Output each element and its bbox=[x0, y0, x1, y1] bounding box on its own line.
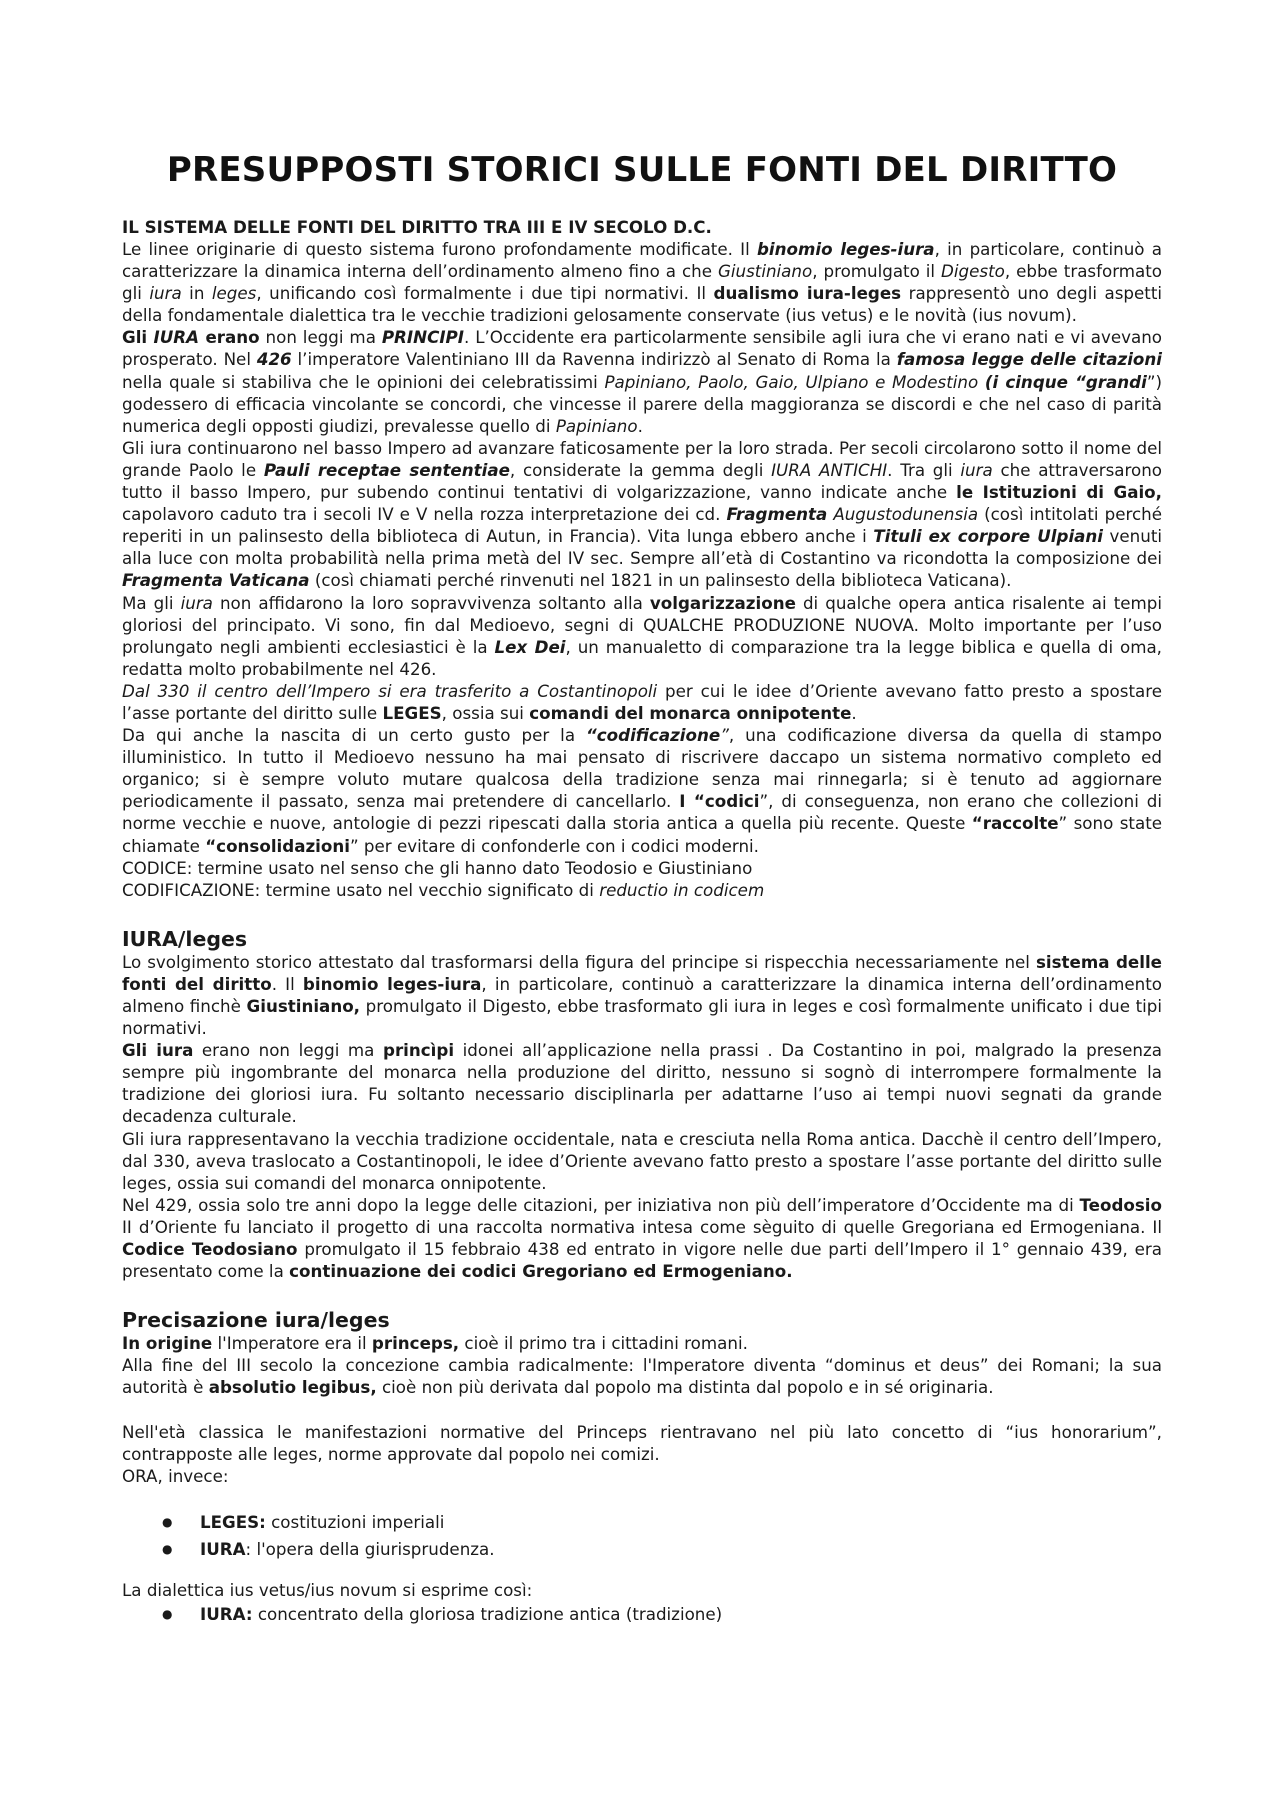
list-item: ● IURA: concentrato della gloriosa tradizione antica (tradizione) bbox=[122, 1601, 1162, 1628]
document-page bbox=[122, 150, 1162, 1628]
paragraph: Nel 429, ossia solo tre anni dopo la legge delle citazioni, per iniziativa non più dell’imperatore d’Occidente ma di Teodosio II d’Oriente fu lanciato il progetto di una raccolta normativa intesa come sèguito di quelle Gregoriana ed Ermogeniana. Il Codice Teodosiano promulgato il 15 febbraio 438 ed entrato in vigore nelle due parti dell’Impero il 1° gennaio 439, era presentato come la continuazione dei codici Gregoriano ed Ermogeniano. bbox=[122, 1194, 1162, 1282]
paragraph: CODIFICAZIONE: termine usato nel vecchio significato di reductio in codicem bbox=[122, 879, 765, 900]
list-dialettica bbox=[122, 1601, 1162, 1628]
paragraph: Lo svolgimento storico attestato dal trasformarsi della figura del principe si rispecchia necessariamente nel sistema delle fonti del diritto. Il binomio leges-iura, in particolare, continuò a caratterizzare la dinamica interna dell’ordinamento almeno finchè Giustiniano, promulgato il Digesto, ebbe trasformato gli iura in leges e così formalmente unificato i due tipi normativi. bbox=[122, 951, 1163, 1039]
paragraph: Gli iura rappresentavano la vecchia tradizione occidentale, nata e cresciuta nella Roma antica. Dacchè il centro dell’Impero, dal 330, aveva traslocato a Costantinopoli, le idee d’Oriente avevano fatto presto a spostare l’asse portante del diritto sulle leges, ossia sui comandi del monarca onnipotente. bbox=[122, 1128, 1162, 1193]
list-item: ● LEGES: costituzioni imperiali bbox=[122, 1509, 1162, 1536]
paragraph: La dialettica ius vetus/ius novum si esprime così: bbox=[122, 1579, 533, 1600]
paragraph: CODICE: termine usato nel senso che gli hanno dato Teodosio e Giustiniano bbox=[122, 857, 753, 878]
paragraph: Dal 330 il centro dell’Impero si era trasferito a Costantinopoli per cui le idee d’Oriente avevano fatto presto a spostare l’asse portante del diritto sulle LEGES, ossia sui comandi del monarca onnipotente. bbox=[122, 680, 1162, 723]
blank-line bbox=[122, 1563, 1162, 1579]
paragraph: Nell'età classica le manifestazioni normative del Princeps rientravano nel più lato concetto di “ius honorarium”, contrapposte alle leges, norme approvate dal popolo nei comizi. bbox=[122, 1421, 1162, 1464]
paragraph: Gli iura erano non leggi ma princìpi idonei all’applicazione nella prassi . Da Costantino in poi, malgrado la presenza sempre più ingombrante del monarca nella produzione del diritto, nessuno si sognò di interrompere formalmente la tradizione dei gloriosi iura. Fu soltanto necessario disciplinarla per adattarne l’uso ai tempi nuovi segnati da grande decadenza culturale. bbox=[122, 1040, 1162, 1127]
paragraph: Ma gli iura non affidarono la loro sopravvivenza soltanto alla volgarizzazione di qualche opera antica risalente ai tempi gloriosi del principato. Vi sono, fin dal Medioevo, segni di QUALCHE PRODUZIONE NUOVA. Molto importante per l’uso prolungato negli ambienti ecclesiastici è la Lex Dei, un manualetto di comparazione tra la legge biblica e quella di oma, redatta molto probabilmente nel 426. bbox=[122, 592, 1162, 679]
paragraph: Da qui anche la nascita di un certo gusto per la “codificazione”, una codificazione diversa da quella di stampo illuministico. In tutto il Medioevo nessuno ha mai pensato di riscrivere daccapo un sistema normativo completo ed organico; si è sempre voluto mutare qualcosa della tradizione senza mai rinnegarla; si è tenuto ad aggiornare periodicamente il passato, senza mai pretendere di cancellarlo. I “codici”, di conseguenza, non erano che collezioni di norme vecchie e nuove, antologie di pezzi ripescati dalla storia antica a quella più recente. Queste “raccolte” sono state chiamate “consolidazioni” per evitare di confonderle con i codici moderni. bbox=[122, 725, 1163, 856]
page-title: PRESUPPOSTI STORICI SULLE FONTI DEL DIRITTO bbox=[166, 150, 1118, 190]
section-heading-sistema-fonti: IL SISTEMA DELLE FONTI DEL DIRITTO TRA III E IV SECOLO D.C. bbox=[122, 217, 712, 237]
paragraph: Gli IURA erano non leggi ma PRINCIPI. L’Occidente era particolarmente sensibile agli iura che vi erano nati e vi avevano prosperato. Nel 426 l’imperatore Valentiniano III da Ravenna indirizzò al Senato di Roma la famosa legge delle citazioni nella quale si stabiliva che le opinioni dei celebratissimi Papiniano, Paolo, Gaio, Ulpiano e Modestino (i cinque “grandi”) godessero di efficacia vincolante se concordi, che vincesse il parere della maggioranza se discordi e che nel caso di parità numerica degli opposti giudizi, prevalesse quello di Papiniano. bbox=[122, 327, 1162, 436]
paragraph: In origine l'Imperatore era il princeps, cioè il primo tra i cittadini romani. bbox=[122, 1333, 748, 1354]
blank-line bbox=[122, 1487, 1162, 1509]
paragraph: ORA, invece: bbox=[122, 1465, 229, 1486]
section-heading-precisazione: Precisazione iura/leges bbox=[122, 1308, 390, 1333]
list-item: ● IURA: l'opera della giurisprudenza. bbox=[122, 1536, 1162, 1563]
blank-line bbox=[122, 1399, 1162, 1421]
section-heading-iura-leges: IURA/leges bbox=[122, 926, 248, 951]
paragraph: Le linee originarie di questo sistema furono profondamente modificate. Il binomio leges-iura, in particolare, continuò a caratterizzare la dinamica interna dell’ordinamento almeno fino a che Giustiniano, promulgato il Digesto, ebbe trasformato gli iura in leges, unificando così formalmente i due tipi normativi. Il dualismo iura-leges rappresentò uno degli aspetti della fondamentale dialettica tra le vecchie tradizioni gelosamente conservate (ius vetus) e le novità (ius novum). bbox=[122, 239, 1163, 326]
paragraph: Alla fine del III secolo la concezione cambia radicalmente: l'Imperatore diventa “dominus et deus” dei Romani; la sua autorità è absolutio legibus, cioè non più derivata dal popolo ma distinta dal popolo e in sé originaria. bbox=[122, 1355, 1162, 1398]
paragraph: Gli iura continuarono nel basso Impero ad avanzare faticosamente per la loro strada. Per secoli circolarono sotto il nome del grande Paolo le Pauli receptae sententiae, considerate la gemma degli IURA ANTICHI. Tra gli iura che attraversarono tutto il basso Impero, pur subendo continui tentativi di volgarizzazione, vanno indicate anche le Istituzioni di Gaio, capolavoro caduto tra i secoli IV e V nella rozza interpretazione dei cd. Fragmenta Augustodunensia (così intitolati perché reperiti in un palinsesto della biblioteca di Autun, in Francia). Vita lunga ebbero anche i Tituli ex corpore Ulpiani venuti alla luce con molta probabilità nella prima metà del IV sec. Sempre all’età di Costantino va ricondotta la composizione dei Fragmenta Vaticana (così chiamati perché rinvenuti nel 1821 in un palinsesto della biblioteca Vaticana). bbox=[122, 437, 1163, 591]
list-leges-iura bbox=[122, 1509, 1162, 1563]
